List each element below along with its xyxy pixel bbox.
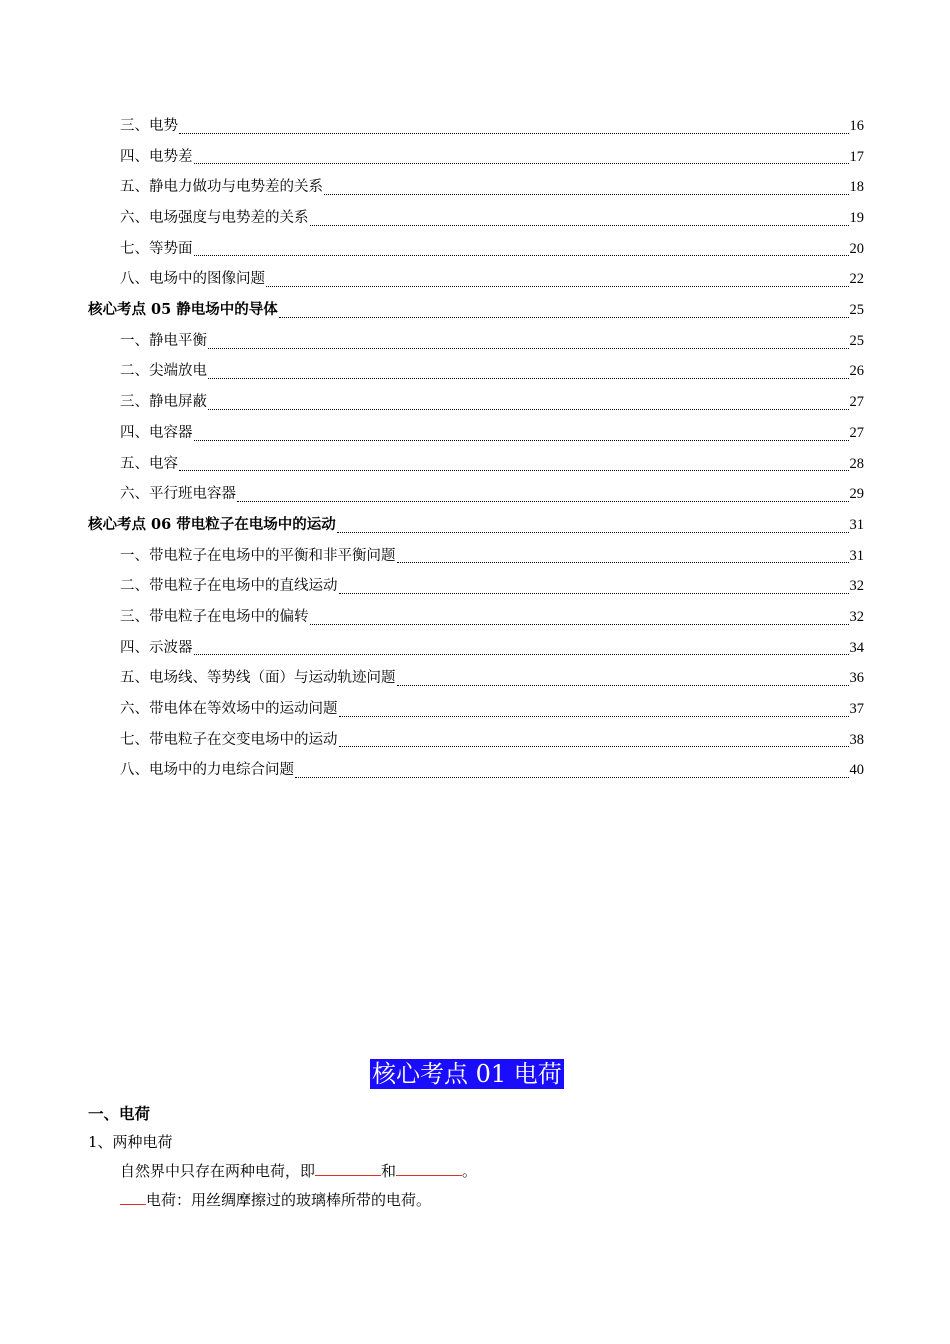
toc-entry-label: 核心考点 05 静电场中的导体	[88, 301, 278, 319]
toc-entry-page: 22	[849, 271, 864, 288]
toc-entry-page: 28	[849, 455, 864, 472]
toc-entry-page: 27	[849, 424, 864, 441]
toc-leader-dots	[397, 684, 849, 686]
paragraph-positive-charge	[120, 1189, 431, 1210]
toc-entry-label: 五、电容	[120, 455, 178, 472]
paragraph-text: 和	[381, 1162, 397, 1180]
toc-leader-dots	[279, 316, 849, 318]
toc-entry-page: 34	[849, 639, 864, 656]
toc-entry-page: 26	[849, 363, 864, 380]
toc-entry-page: 29	[849, 486, 864, 503]
toc-entry-label: 一、静电平衡	[120, 332, 207, 349]
toc-entry-label: 三、静电屏蔽	[120, 394, 207, 411]
toc-leader-dots	[337, 531, 849, 533]
toc-entry-page: 17	[849, 148, 864, 165]
table-of-contents	[88, 111, 864, 786]
toc-entry[interactable]	[88, 725, 864, 756]
toc-entry[interactable]	[88, 510, 864, 541]
toc-leader-dots	[208, 347, 849, 349]
toc-entry[interactable]	[88, 479, 864, 510]
toc-entry-page: 16	[849, 117, 864, 134]
toc-entry-page: 31	[849, 516, 864, 533]
toc-entry[interactable]	[88, 203, 864, 234]
toc-entry-label: 核心考点 06 带电粒子在电场中的运动	[88, 515, 336, 533]
toc-entry-label: 五、静电力做功与电势差的关系	[120, 179, 323, 196]
toc-leader-dots	[266, 285, 849, 287]
fill-blank	[315, 1161, 381, 1176]
toc-entry[interactable]	[88, 755, 864, 786]
toc-entry-page: 18	[849, 179, 864, 196]
toc-entry-page: 19	[849, 210, 864, 227]
toc-leader-dots	[194, 653, 849, 655]
toc-entry-page: 31	[849, 547, 864, 564]
toc-entry-page: 20	[849, 240, 864, 257]
toc-entry[interactable]	[88, 602, 864, 633]
toc-leader-dots	[179, 132, 849, 134]
toc-entry-label: 二、带电粒子在电场中的直线运动	[120, 578, 338, 595]
toc-entry[interactable]	[88, 541, 864, 572]
toc-entry-label: 七、等势面	[120, 240, 193, 257]
toc-entry-label: 六、带电体在等效场中的运动问题	[120, 701, 338, 718]
toc-entry-page: 36	[849, 670, 864, 687]
toc-entry[interactable]	[88, 326, 864, 357]
toc-entry-label: 五、电场线、等势线（面）与运动轨迹问题	[120, 670, 396, 687]
toc-leader-dots	[295, 776, 849, 778]
toc-leader-dots	[194, 254, 849, 256]
subsection-heading: 1、两种电荷	[88, 1133, 173, 1151]
toc-entry-label: 六、平行班电容器	[120, 486, 236, 503]
fill-blank	[120, 1190, 146, 1205]
toc-entry-page: 40	[849, 762, 864, 779]
toc-entry-label: 二、尖端放电	[120, 363, 207, 380]
toc-entry[interactable]	[88, 357, 864, 388]
toc-leader-dots	[237, 500, 849, 502]
toc-leader-dots	[397, 561, 849, 563]
toc-entry-label: 四、电势差	[120, 148, 193, 165]
toc-entry[interactable]	[88, 694, 864, 725]
toc-entry[interactable]	[88, 663, 864, 694]
toc-leader-dots	[179, 469, 849, 471]
toc-entry-label: 六、电场强度与电势差的关系	[120, 210, 309, 227]
toc-leader-dots	[339, 745, 849, 747]
toc-entry[interactable]	[88, 142, 864, 173]
toc-entry[interactable]	[88, 295, 864, 326]
fill-blank	[396, 1161, 462, 1176]
toc-entry[interactable]	[88, 172, 864, 203]
toc-entry-label: 一、带电粒子在电场中的平衡和非平衡问题	[120, 547, 396, 564]
toc-entry[interactable]	[88, 571, 864, 602]
toc-leader-dots	[194, 439, 849, 441]
toc-entry-page: 32	[849, 608, 864, 625]
toc-entry[interactable]	[88, 633, 864, 664]
toc-entry-label: 四、电容器	[120, 424, 193, 441]
toc-entry-page: 25	[849, 332, 864, 349]
section-title: 核心考点 01 电荷	[372, 1060, 562, 1088]
toc-entry-page: 25	[849, 302, 864, 319]
toc-entry[interactable]	[88, 387, 864, 418]
toc-entry-label: 八、电场中的力电综合问题	[120, 762, 294, 779]
toc-leader-dots	[339, 715, 849, 717]
toc-entry[interactable]	[88, 418, 864, 449]
section-heading: 一、电荷	[88, 1104, 151, 1123]
paragraph-text: 电荷：用丝绸摩擦过的玻璃棒所带的电荷。	[146, 1191, 432, 1209]
toc-entry-label: 三、电势	[120, 117, 178, 134]
toc-entry-page: 38	[849, 731, 864, 748]
toc-leader-dots	[194, 162, 849, 164]
toc-entry[interactable]	[88, 264, 864, 295]
toc-entry[interactable]	[88, 111, 864, 142]
toc-entry-page: 27	[849, 394, 864, 411]
toc-entry-label: 四、示波器	[120, 639, 193, 656]
toc-entry-label: 三、带电粒子在电场中的偏转	[120, 608, 309, 625]
toc-leader-dots	[208, 408, 849, 410]
toc-entry-page: 32	[849, 578, 864, 595]
toc-leader-dots	[324, 193, 849, 195]
toc-entry[interactable]	[88, 234, 864, 265]
toc-leader-dots	[339, 592, 849, 594]
toc-entry-page: 37	[849, 701, 864, 718]
toc-entry[interactable]	[88, 449, 864, 480]
toc-leader-dots	[208, 377, 849, 379]
toc-entry-label: 七、带电粒子在交变电场中的运动	[120, 731, 338, 748]
paragraph-text: 。	[462, 1162, 478, 1180]
toc-entry-label: 八、电场中的图像问题	[120, 271, 265, 288]
paragraph-two-kinds	[120, 1160, 477, 1181]
paragraph-text: 自然界中只存在两种电荷，即	[120, 1162, 316, 1180]
toc-leader-dots	[310, 224, 849, 226]
toc-leader-dots	[310, 623, 849, 625]
